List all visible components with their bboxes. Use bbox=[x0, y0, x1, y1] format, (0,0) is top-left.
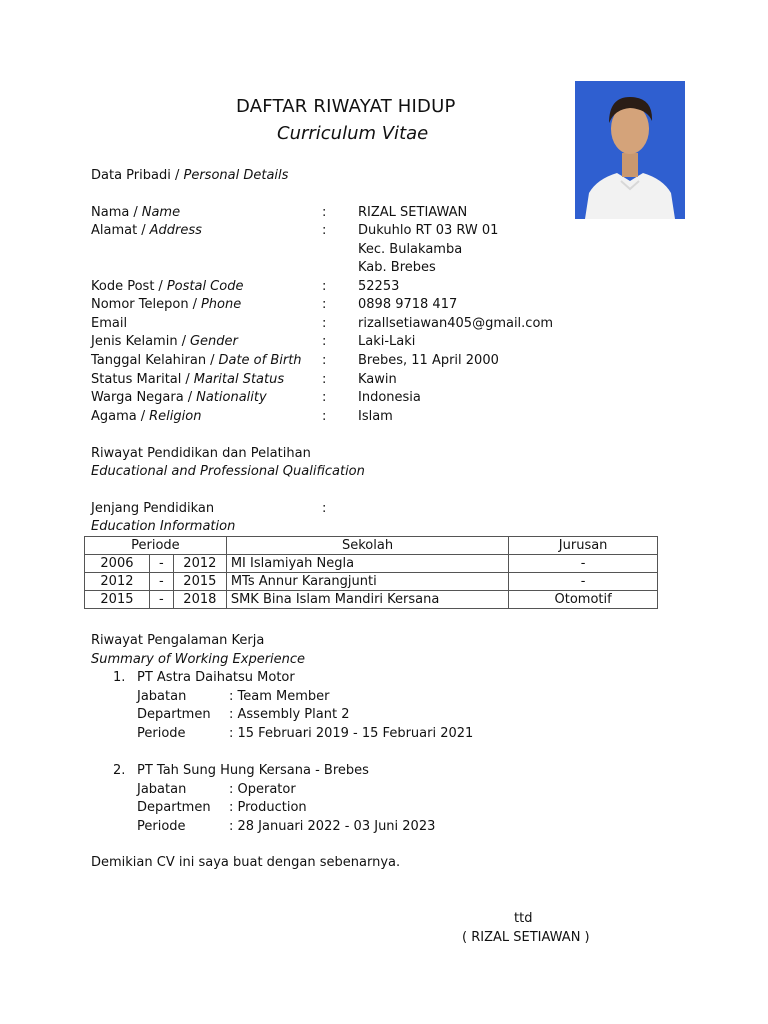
label-en: Name bbox=[141, 205, 181, 220]
personal-row-value: Islam bbox=[358, 409, 393, 424]
job-company: PT Tah Sung Hung Kersana - Brebes bbox=[137, 763, 369, 778]
label-en: Marital Status bbox=[193, 372, 285, 387]
personal-row-colon: : bbox=[322, 279, 327, 294]
cv-subtitle: Curriculum Vitae bbox=[277, 123, 429, 144]
personal-row-value: Brebes, 11 April 2000 bbox=[358, 353, 499, 368]
label-id: Agama bbox=[91, 409, 137, 424]
ttd-label: ttd bbox=[514, 911, 533, 926]
closing-statement: Demikian CV ini saya buat dengan sebenarnya. bbox=[91, 855, 401, 870]
label-en: Nationality bbox=[196, 390, 267, 405]
label-separator: / bbox=[185, 372, 190, 387]
personal-row-colon: : bbox=[322, 205, 327, 220]
education-table bbox=[84, 536, 658, 609]
personal-row-label bbox=[91, 279, 243, 294]
cv-title: DAFTAR RIWAYAT HIDUP bbox=[236, 96, 456, 117]
heading-separator: / bbox=[174, 168, 180, 183]
person-silhouette-icon bbox=[575, 81, 685, 219]
job-period-label: Periode bbox=[137, 726, 186, 741]
job-number: 2. bbox=[113, 763, 126, 778]
job-position-value: : Operator bbox=[229, 782, 296, 797]
label-en: Postal Code bbox=[166, 279, 244, 294]
label-id: Nomor Telepon bbox=[91, 297, 189, 312]
personal-row-label bbox=[91, 223, 202, 238]
table-row bbox=[85, 573, 658, 591]
personal-row-label bbox=[91, 297, 241, 312]
personal-row-label bbox=[91, 390, 267, 405]
job-position-label: Jabatan bbox=[137, 689, 187, 704]
period-dash: - bbox=[149, 573, 173, 591]
signature-name: ( RIZAL SETIAWAN ) bbox=[462, 930, 590, 945]
education-level-label: Jenjang Pendidikan bbox=[91, 501, 215, 516]
label-separator: / bbox=[210, 353, 215, 368]
personal-row-label bbox=[91, 334, 238, 349]
major-name: - bbox=[509, 555, 658, 573]
period-start: 2006 bbox=[85, 555, 150, 573]
label-id: Alamat bbox=[91, 223, 138, 238]
job-period-value: : 15 Februari 2019 - 15 Februari 2021 bbox=[229, 726, 474, 741]
period-end: 2018 bbox=[173, 591, 226, 609]
label-separator: / bbox=[140, 409, 146, 424]
job-period-value: : 28 Januari 2022 - 03 Juni 2023 bbox=[229, 819, 436, 834]
personal-row-value: RIZAL SETIAWAN bbox=[358, 205, 468, 220]
label-separator: / bbox=[141, 223, 146, 238]
personal-row-colon: : bbox=[322, 409, 327, 424]
label-id: Warga Negara bbox=[91, 390, 184, 405]
profile-photo bbox=[575, 81, 685, 219]
job-dept-value: : Assembly Plant 2 bbox=[229, 707, 350, 722]
label-en: Gender bbox=[189, 334, 238, 349]
label-id: Jenis Kelamin bbox=[91, 334, 178, 349]
heading-en-text: Personal Details bbox=[183, 168, 289, 183]
label-id: Tanggal Kelahiran bbox=[91, 353, 207, 368]
education-table-header bbox=[85, 537, 658, 555]
period-dash: - bbox=[149, 591, 173, 609]
label-en: Phone bbox=[200, 297, 242, 312]
education-heading-en: Educational and Professional Qualification bbox=[91, 464, 365, 479]
education-level-colon: : bbox=[322, 501, 327, 516]
school-name: MI Islamiyah Negla bbox=[226, 555, 508, 573]
personal-row-value: Kec. Bulakamba bbox=[358, 242, 463, 257]
job-dept-label: Departmen bbox=[137, 800, 211, 815]
label-id: Kode Post bbox=[91, 279, 155, 294]
personal-row-label bbox=[91, 316, 127, 331]
label-separator: / bbox=[187, 390, 193, 405]
education-heading: Riwayat Pendidikan dan Pelatihan bbox=[91, 446, 311, 461]
label-separator: / bbox=[181, 334, 186, 349]
personal-row-colon: : bbox=[322, 353, 327, 368]
personal-row-value: Laki-Laki bbox=[358, 334, 416, 349]
table-row bbox=[85, 591, 658, 609]
column-header-school: Sekolah bbox=[226, 537, 508, 555]
personal-row-value: Kawin bbox=[358, 372, 397, 387]
label-id: Status Marital bbox=[91, 372, 182, 387]
personal-row-colon: : bbox=[322, 297, 327, 312]
period-end: 2012 bbox=[173, 555, 226, 573]
personal-row-value: 0898 9718 417 bbox=[358, 297, 458, 312]
work-heading-en: Summary of Working Experience bbox=[91, 652, 306, 667]
personal-row-value: rizallsetiawan405@gmail.com bbox=[358, 316, 554, 331]
column-header-major: Jurusan bbox=[509, 537, 658, 555]
personal-row-value: Kab. Brebes bbox=[358, 260, 436, 275]
personal-row-label bbox=[91, 353, 302, 368]
personal-row-colon: : bbox=[322, 334, 327, 349]
label-id: Nama bbox=[91, 205, 130, 220]
job-dept-label: Departmen bbox=[137, 707, 211, 722]
personal-row-value: Dukuhlo RT 03 RW 01 bbox=[358, 223, 499, 238]
label-separator: / bbox=[192, 297, 197, 312]
label-separator: / bbox=[158, 279, 163, 294]
personal-row-colon: : bbox=[322, 390, 327, 405]
period-start: 2015 bbox=[85, 591, 150, 609]
job-company: PT Astra Daihatsu Motor bbox=[137, 670, 295, 685]
personal-row-label bbox=[91, 205, 180, 220]
major-name: Otomotif bbox=[509, 591, 658, 609]
period-dash: - bbox=[149, 555, 173, 573]
table-row bbox=[85, 555, 658, 573]
label-en: Date of Birth bbox=[218, 353, 302, 368]
education-info-label: Education Information bbox=[91, 519, 236, 534]
job-period-label: Periode bbox=[137, 819, 186, 834]
period-end: 2015 bbox=[173, 573, 226, 591]
personal-row-colon: : bbox=[322, 372, 327, 387]
school-name: SMK Bina Islam Mandiri Kersana bbox=[226, 591, 508, 609]
job-number: 1. bbox=[113, 670, 126, 685]
personal-row-label bbox=[91, 372, 284, 387]
label-separator: / bbox=[133, 205, 138, 220]
personal-row-value: 52253 bbox=[358, 279, 400, 294]
major-name: - bbox=[509, 573, 658, 591]
job-position-value: : Team Member bbox=[229, 689, 330, 704]
period-start: 2012 bbox=[85, 573, 150, 591]
label-en: Religion bbox=[149, 409, 202, 424]
personal-row-colon: : bbox=[322, 223, 327, 238]
label-id: Email bbox=[91, 316, 128, 331]
personal-row-value: Indonesia bbox=[358, 390, 421, 405]
personal-row-label bbox=[91, 409, 201, 424]
work-heading: Riwayat Pengalaman Kerja bbox=[91, 633, 265, 648]
school-name: MTs Annur Karangjunti bbox=[226, 573, 508, 591]
personal-row-colon: : bbox=[322, 316, 327, 331]
column-header-period: Periode bbox=[85, 537, 227, 555]
heading-id-text: Data Pribadi bbox=[91, 168, 171, 183]
job-dept-value: : Production bbox=[229, 800, 307, 815]
personal-details-heading bbox=[91, 168, 288, 183]
label-en: Address bbox=[149, 223, 202, 238]
job-position-label: Jabatan bbox=[137, 782, 187, 797]
